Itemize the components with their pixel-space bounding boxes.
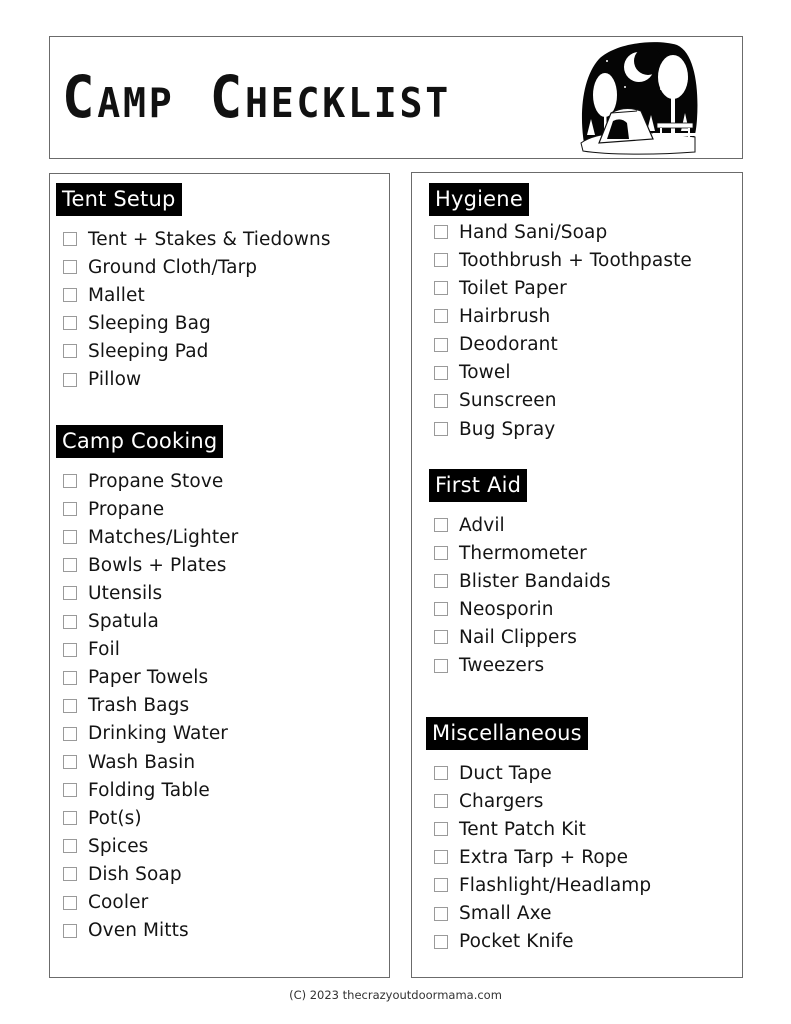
checkbox[interactable]	[63, 924, 77, 938]
checklist-item-label: Wash Basin	[88, 751, 196, 773]
checklist-item[interactable]	[63, 496, 164, 522]
checklist-item[interactable]	[63, 890, 148, 916]
checklist-item[interactable]	[434, 788, 543, 814]
checklist-item[interactable]	[434, 872, 651, 898]
checkbox[interactable]	[63, 232, 77, 246]
checklist-item[interactable]	[63, 282, 145, 308]
checkbox[interactable]	[434, 518, 448, 532]
checklist-item[interactable]	[434, 844, 628, 870]
checklist-item-label: Tweezers	[459, 655, 545, 676]
checkbox[interactable]	[434, 659, 448, 673]
checkbox[interactable]	[63, 615, 77, 629]
checkbox[interactable]	[434, 822, 448, 836]
checklist-item[interactable]	[63, 552, 227, 578]
checklist-item[interactable]	[63, 367, 141, 393]
checkbox[interactable]	[63, 373, 77, 387]
checklist-item-label: Spices	[88, 835, 149, 857]
checklist-item[interactable]	[63, 310, 211, 336]
checkbox[interactable]	[434, 338, 448, 352]
checklist-item-label: Bowls + Plates	[88, 554, 227, 576]
checklist-item[interactable]	[434, 540, 587, 566]
checklist-item-label: Pot(s)	[88, 807, 142, 829]
checklist-item-label: Extra Tarp + Rope	[459, 846, 629, 868]
checklist-item-label: Thermometer	[459, 542, 587, 564]
checklist-item-label: Sleeping Pad	[88, 340, 209, 362]
checklist-item[interactable]	[434, 332, 558, 358]
checklist-item-label: Sunscreen	[459, 390, 557, 412]
checklist-item-label: Spatula	[88, 611, 159, 632]
checkbox[interactable]	[63, 344, 77, 358]
checkbox[interactable]	[63, 811, 77, 825]
checkbox[interactable]	[434, 907, 448, 921]
section-heading-first-aid: First Aid	[429, 469, 527, 502]
checkbox[interactable]	[63, 530, 77, 544]
checklist-item[interactable]	[63, 805, 142, 831]
checklist-item-label: Tent Patch Kit	[459, 818, 587, 840]
checklist-item[interactable]	[434, 303, 550, 329]
checkbox[interactable]	[434, 394, 448, 408]
checklist-item-label: Sleeping Bag	[88, 312, 211, 334]
checkbox[interactable]	[63, 316, 77, 330]
checklist-item-label: Folding Table	[88, 779, 210, 801]
checkbox[interactable]	[63, 586, 77, 600]
checklist-item[interactable]	[434, 360, 511, 386]
checklist-item-label: Mallet	[88, 284, 145, 306]
checklist-item-label: Oven Mitts	[88, 920, 189, 942]
checkbox[interactable]	[434, 422, 448, 436]
header-box	[49, 36, 743, 159]
checklist-item-label: Advil	[459, 514, 505, 536]
checklist-item[interactable]	[63, 777, 210, 803]
checklist-item[interactable]	[434, 219, 607, 245]
checklist-item-label: Chargers	[459, 790, 544, 812]
checkbox[interactable]	[434, 546, 448, 560]
checklist-item-label: Bug Spray	[459, 418, 556, 440]
checklist-item-label: Hairbrush	[459, 305, 551, 327]
checklist-item[interactable]	[63, 833, 148, 859]
checklist-item[interactable]	[63, 918, 189, 944]
checkbox[interactable]	[63, 260, 77, 274]
checklist-item-label: Cooler	[88, 892, 149, 913]
section-heading-miscellaneous: Miscellaneous	[426, 717, 588, 750]
checklist-item[interactable]	[63, 637, 120, 663]
checklist-item[interactable]	[434, 624, 577, 650]
page-title: Camp Checklist	[62, 63, 452, 131]
checklist-item-label: Foil	[88, 639, 120, 661]
checklist-item-label: Tent + Stakes & Tiedowns	[88, 228, 331, 250]
section-heading-tent-setup: Tent Setup	[56, 183, 182, 216]
checklist-item[interactable]	[63, 749, 195, 775]
checklist-item-label: Deodorant	[459, 334, 558, 356]
checklist-item-label: Towel	[459, 362, 511, 384]
checklist-item[interactable]	[63, 254, 257, 280]
checklist-item-label: Flashlight/Headlamp	[459, 874, 652, 896]
checkbox[interactable]	[434, 602, 448, 616]
checkbox[interactable]	[434, 309, 448, 323]
left-panel	[49, 173, 390, 978]
checkbox[interactable]	[63, 839, 77, 853]
checklist-item-label: Paper Towels	[88, 667, 209, 689]
checklist-item[interactable]	[63, 524, 238, 550]
checkbox[interactable]	[434, 253, 448, 267]
checklist-item-label: Toothbrush + Toothpaste	[459, 249, 692, 271]
checklist-item-label: Matches/Lighter	[88, 526, 239, 548]
checklist-item[interactable]	[63, 468, 223, 494]
checkbox[interactable]	[63, 867, 77, 881]
checklist-item-label: Propane Stove	[88, 470, 224, 492]
checklist-item[interactable]	[434, 568, 611, 594]
checklist-item[interactable]	[434, 388, 557, 414]
checklist-item-label: Utensils	[88, 582, 163, 604]
checklist-item[interactable]	[63, 609, 159, 635]
checkbox[interactable]	[63, 896, 77, 910]
section-heading-hygiene: Hygiene	[429, 183, 529, 216]
checkbox[interactable]	[434, 630, 448, 644]
checkbox[interactable]	[63, 502, 77, 516]
checkbox[interactable]	[63, 643, 77, 657]
checklist-item[interactable]	[434, 247, 692, 273]
checklist-item-label: Small Axe	[459, 903, 552, 924]
checklist-item[interactable]	[63, 721, 228, 747]
checklist-item-label: Dish Soap	[88, 863, 182, 885]
footer-copyright: (C) 2023 thecrazyoutdoormama.com	[289, 988, 502, 1002]
checklist-item[interactable]	[434, 596, 554, 622]
right-panel	[411, 172, 743, 978]
checklist-item-label: Pocket Knife	[459, 931, 574, 953]
checkbox[interactable]	[63, 783, 77, 797]
checklist-item[interactable]	[434, 816, 586, 842]
checklist-item-label: Toilet Paper	[459, 277, 567, 299]
checklist-item-label: Trash Bags	[88, 695, 190, 717]
checklist-item-label: Neosporin	[459, 598, 554, 620]
checklist-item-label: Ground Cloth/Tarp	[88, 256, 258, 278]
checkbox[interactable]	[434, 281, 448, 295]
checklist-item[interactable]	[63, 665, 208, 691]
checklist-item[interactable]	[434, 760, 552, 786]
checklist-item[interactable]	[434, 901, 552, 927]
checkbox[interactable]	[63, 755, 77, 769]
checklist-item[interactable]	[63, 338, 208, 364]
checkbox[interactable]	[434, 794, 448, 808]
checklist-item[interactable]	[63, 226, 331, 252]
checklist-item-label: Duct Tape	[459, 762, 552, 784]
checklist-item-label: Blister Bandaids	[459, 570, 611, 592]
checklist-item[interactable]	[434, 275, 567, 301]
checklist-item-label: Propane	[88, 498, 165, 520]
checklist-item-label: Hand Sani/Soap	[459, 221, 608, 243]
checklist-item[interactable]	[63, 861, 182, 887]
checklist-item[interactable]	[434, 512, 505, 538]
section-heading-camp-cooking: Camp Cooking	[56, 425, 223, 458]
checkbox[interactable]	[434, 935, 448, 949]
checklist-item-label: Pillow	[88, 369, 142, 390]
checkbox[interactable]	[434, 878, 448, 892]
checkbox[interactable]	[63, 699, 77, 713]
checkbox[interactable]	[434, 850, 448, 864]
checklist-item-label: Nail Clippers	[459, 626, 577, 648]
checklist-item[interactable]	[63, 693, 189, 719]
checklist-item[interactable]	[434, 929, 574, 955]
checklist-item[interactable]	[63, 580, 162, 606]
checkbox[interactable]	[434, 366, 448, 380]
checkbox[interactable]	[63, 671, 77, 685]
checkbox[interactable]	[63, 474, 77, 488]
checkbox[interactable]	[63, 727, 77, 741]
checkbox[interactable]	[63, 558, 77, 572]
checklist-item-label: Drinking Water	[88, 723, 229, 745]
checkbox[interactable]	[63, 288, 77, 302]
checklist-item[interactable]	[434, 416, 555, 442]
campsite-illustration-icon	[577, 39, 702, 155]
checkbox[interactable]	[434, 225, 448, 239]
checkbox[interactable]	[434, 766, 448, 780]
checklist-item[interactable]	[434, 653, 544, 679]
checkbox[interactable]	[434, 574, 448, 588]
